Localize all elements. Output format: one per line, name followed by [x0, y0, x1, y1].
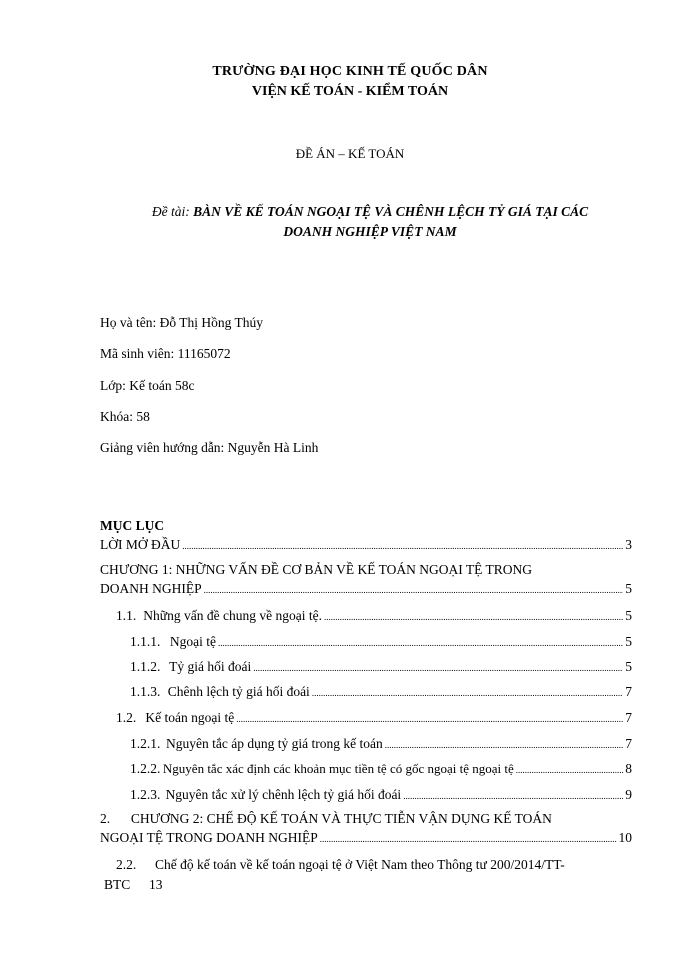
toc-entry-1-2-1[interactable] [130, 736, 632, 752]
toc-entry-page: 5 [625, 581, 632, 596]
toc-leader-dots [182, 541, 623, 551]
toc-entry-1-1[interactable] [116, 608, 632, 624]
toc-entry-page: 13 [149, 877, 163, 892]
toc-entry-text: Chế độ kế toán về kế toán ngoại tệ ở Việt Nam theo Thông tư 200/2014/TT- [155, 857, 565, 872]
university-name: TRƯỜNG ĐẠI HỌC KINH TẾ QUỐC DÂN [212, 64, 488, 79]
toc-entry-1-1-2[interactable] [130, 659, 632, 675]
topic-prefix: Đề tài: [151, 204, 190, 219]
toc-leader-dots [218, 638, 623, 648]
advisor-name: Giảng viên hướng dẫn: Nguyễn Hà Linh [100, 440, 319, 455]
toc-entry-text: CHƯƠNG 2: CHẾ ĐỘ KẾ TOÁN VÀ THỰC TIỄN VẬN DỤNG KẾ TOÁN [130, 811, 552, 826]
toc-entry-page: 8 [625, 761, 632, 776]
toc-entry-number: 1.2. [116, 710, 137, 725]
topic-title-line1: BÀN VỀ KẾ TOÁN NGOẠI TỆ VÀ CHÊNH LỆCH TỶ GIÁ TẠI CÁC [193, 204, 589, 219]
toc-entry-page: 5 [625, 659, 632, 674]
toc-entry-1-2[interactable] [116, 710, 632, 726]
student-name: Họ và tên: Đỗ Thị Hồng Thúy [100, 315, 263, 330]
toc-entry-text: Những vấn đề chung về ngoại tệ. [143, 608, 322, 623]
toc-entry-number: 1.2.3. [130, 787, 161, 802]
toc-entry-number: 1.1.3. [130, 684, 161, 699]
toc-entry-2-2[interactable] [104, 877, 163, 893]
toc-leader-dots [204, 585, 624, 595]
toc-entry-text: Tỷ giá hối đoái [169, 659, 252, 674]
toc-entry-text: DOANH NGHIỆP [100, 581, 202, 596]
toc-leader-dots [516, 765, 623, 775]
toc-entry-1-2-3[interactable] [130, 787, 632, 803]
toc-leader-dots [324, 612, 623, 622]
toc-leader-dots [320, 834, 617, 844]
toc-entry-chapter1[interactable] [100, 581, 632, 597]
toc-entry-number: 2.2. [116, 857, 137, 872]
toc-entry-1-1-1[interactable] [130, 634, 632, 650]
toc-title: MỤC LỤC [100, 518, 165, 533]
toc-entry-number: 1.2.1. [130, 736, 161, 751]
toc-entry-page: 5 [625, 634, 632, 649]
toc-leader-dots [385, 740, 624, 750]
toc-entry-text: NGOẠI TỆ TRONG DOANH NGHIỆP [100, 830, 318, 845]
toc-entry-page: 9 [625, 787, 632, 802]
toc-entry-text: Nguyên tắc xác định các khoản mục tiền tệ có gốc ngoại tệ ngoại tệ [162, 761, 514, 776]
toc-entry-page: 7 [625, 684, 632, 699]
toc-entry-text: LỜI MỞ ĐẦU [100, 537, 181, 552]
toc-entry-page: 7 [625, 736, 632, 751]
toc-leader-dots [236, 714, 623, 724]
student-cohort: Khóa: 58 [100, 409, 150, 424]
toc-entry-page: 3 [625, 537, 632, 552]
institute-name: VIỆN KẾ TOÁN - KIỂM TOÁN [251, 84, 449, 99]
toc-entry-1-1-3[interactable] [130, 684, 632, 700]
toc-entry-1-2-2[interactable] [130, 761, 632, 777]
toc-entry-number: 2. [100, 811, 111, 826]
toc-entry-page: 5 [625, 608, 632, 623]
toc-leader-dots [253, 663, 623, 673]
toc-entry-number: 1.1.2. [130, 659, 161, 674]
toc-entry-2-2-text[interactable] [116, 857, 565, 873]
student-class: Lớp: Kế toán 58c [100, 378, 195, 393]
toc-entry-text: Chênh lệch tỷ giá hối đoái [167, 684, 310, 699]
project-type: ĐỀ ÁN – KẾ TOÁN [295, 146, 405, 161]
toc-entry-number: 1.1.1. [130, 634, 161, 649]
toc-leader-dots [312, 688, 623, 698]
toc-leader-dots [403, 791, 623, 801]
toc-entry-text: BTC [104, 877, 131, 892]
toc-entry-intro[interactable] [100, 537, 632, 553]
toc-entry-text: Nguyên tắc xử lý chênh lệch tỷ giá hối đoái [165, 787, 402, 802]
topic-title [90, 202, 650, 242]
toc-entry-chapter2-text[interactable] [100, 811, 552, 827]
toc-entry-chapter1-text[interactable]: CHƯƠNG 1: NHỮNG VẤN ĐỀ CƠ BẢN VỀ KẾ TOÁN NGOẠI TỆ TRONG [100, 562, 532, 577]
student-id: Mã sinh viên: 11165072 [100, 346, 231, 361]
toc-entry-page: 7 [625, 710, 632, 725]
toc-entry-chapter2[interactable] [100, 830, 632, 846]
toc-entry-page: 10 [618, 830, 632, 845]
toc-entry-number: 1.2.2. [130, 761, 161, 776]
toc-entry-text: Kế toán ngoại tệ [145, 710, 235, 725]
topic-title-line2: DOANH NGHIỆP VIỆT NAM [283, 224, 457, 239]
toc-entry-text: Nguyên tắc áp dụng tỷ giá trong kế toán [166, 736, 383, 751]
toc-entry-text: Ngoại tệ [169, 634, 217, 649]
toc-entry-number: 1.1. [116, 608, 137, 623]
